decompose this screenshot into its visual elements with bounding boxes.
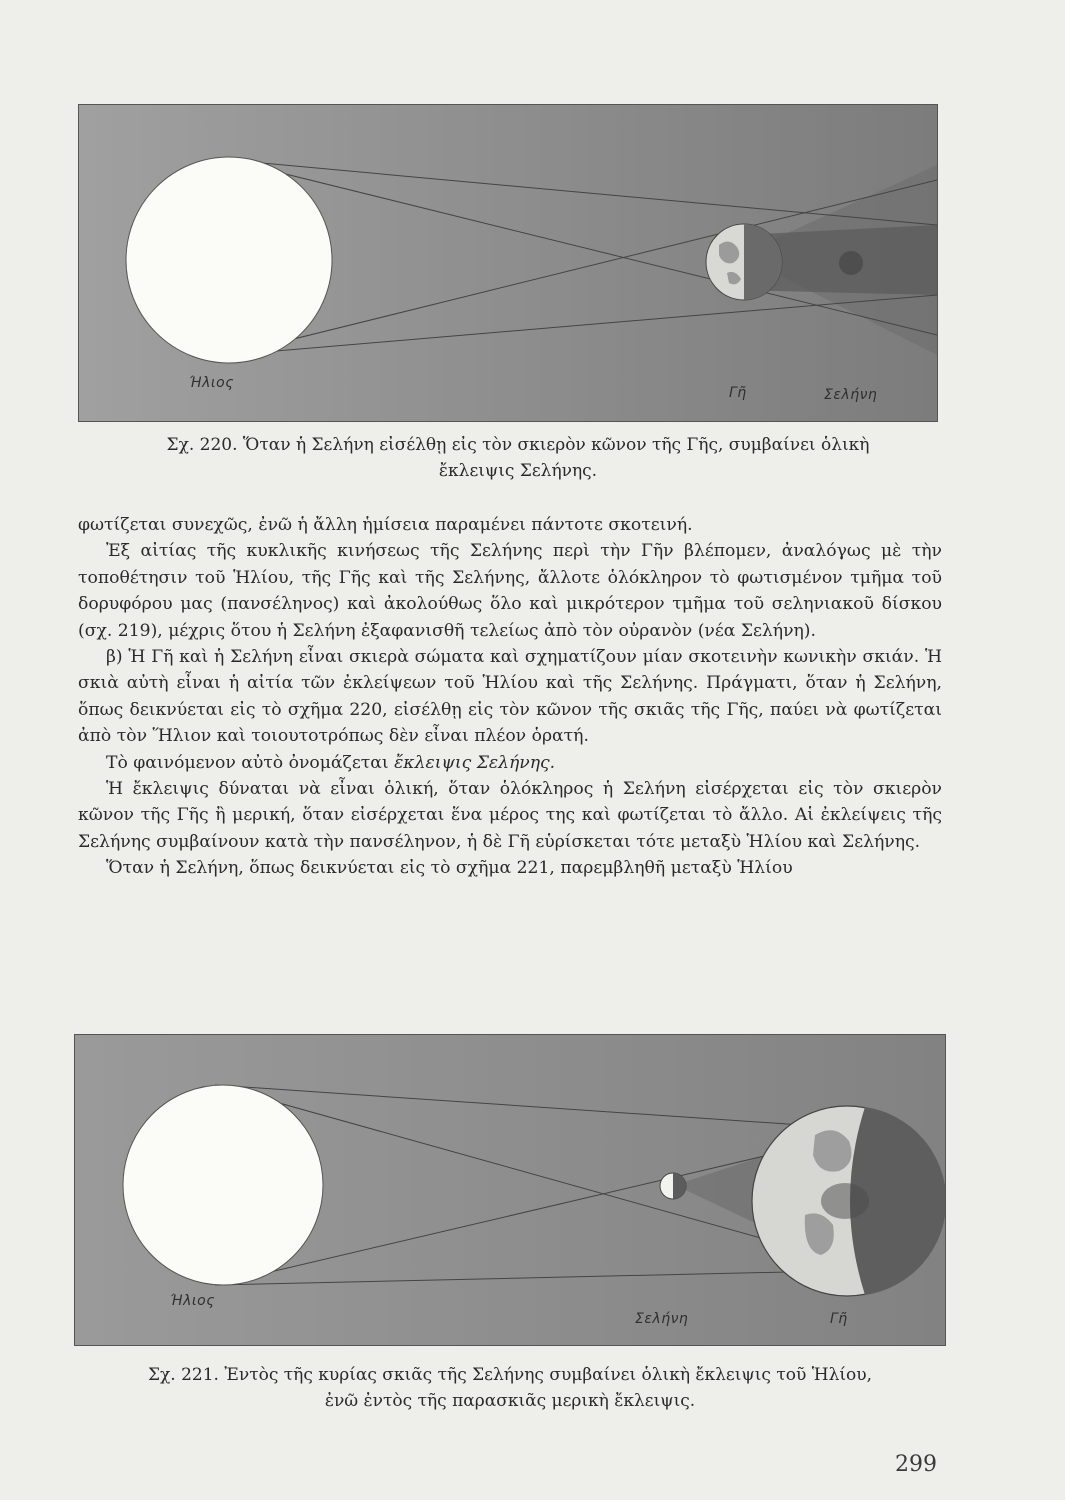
moon-label: Σελήνη (824, 387, 878, 403)
figure-221-caption (60, 1362, 960, 1414)
paragraph (78, 750, 942, 776)
earth-label: Γῆ (729, 385, 747, 401)
paragraph: Ἡ ἔκλειψις δύναται νὰ εἶναι ὁλική, ὅταν ὁλόκληρος ἡ Σελήνη εἰσέρχεται εἰς τὸν σκιερὸν κῶνον τῆς Γῆς ἢ μερική, ὅταν εἰσέρχεται ἕνα μέρος της καὶ φωτίζεται τὸ ἄλλο. Αἱ ἐκλείψεις τῆς Σελήνης συμβαίνουν κατὰ τὴν πανσέληνον, ἡ δὲ Γῆ εὑρίσκεται τότε μεταξὺ Ἡλίου καὶ Σελήνης. (78, 779, 942, 852)
paragraph: β) Ἡ Γῆ καὶ ἡ Σελήνη εἶναι σκιερὰ σώματα καὶ σχηματίζουν μίαν σκοτεινὴν κωνικὴν σκιάν. Ἡ σκιὰ αὐτὴ εἶναι ἡ αἰτία τῶν ἐκλείψεων τοῦ Ἡλίου καὶ τῆς Σελήνης. Πράγματι, ὅταν ἡ Σελήνη, ὅπως δεικνύεται εἰς τὸ σχῆμα 220, εἰσέλθῃ εἰς τὸν κῶνον τῆς σκιᾶς τῆς Γῆς, παύει νὰ φωτίζεται ἀπὸ τὸν Ἥλιον καὶ τοιουτοτρόπως δὲν εἶναι πλέον ὁρατή. (78, 647, 942, 747)
figure-220-lunar-eclipse (78, 104, 938, 422)
caption-line: ἔκλειψις Σελήνης. (438, 461, 598, 481)
sun-label: Ήλιος (170, 1293, 215, 1309)
paragraph-text: Τὸ φαινόμενον αὐτὸ ὀνομάζεται (106, 752, 389, 773)
figure-220-caption (78, 432, 958, 484)
paragraph: φωτίζεται συνεχῶς, ἐνῶ ἡ ἄλλη ἡμίσεια παραμένει πάντοτε σκοτεινή. (78, 515, 693, 535)
paragraph: Ὅταν ἡ Σελήνη, ὅπως δεικνύεται εἰς τὸ σχῆμα 221, παρεμβληθῆ μεταξὺ Ἡλίου (106, 858, 793, 879)
caption-line: ἐνῶ ἐντὸς τῆς παρασκιᾶς μερικὴ ἔκλειψις. (324, 1391, 696, 1411)
earth-label: Γῆ (830, 1311, 848, 1327)
moon-disc (839, 251, 863, 275)
page-number: 299 (895, 1452, 937, 1477)
sun-label: Ήλιος (189, 375, 234, 391)
moon-label: Σελήνη (635, 1311, 689, 1327)
sun-disc (123, 1085, 323, 1285)
paragraph: Ἐξ αἰτίας τῆς κυκλικῆς κινήσεως τῆς Σελήνης περὶ τὴν Γῆν βλέπομεν, ἀναλόγως μὲ τὴν τοποθέτησιν τοῦ Ἡλίου, τῆς Γῆς καὶ τῆς Σελήνης, ἄλλοτε ὁλόκληρον τὸ φωτισμένον τμῆμα τοῦ δορυφόρου μας (πανσέληνος) καὶ ἀκολούθως ὅλο καὶ μικρότερον τμῆμα τοῦ σεληνιακοῦ δίσκου (σχ. 219), μέχρις ὅτου ἡ Σελήνη ἐξαφανισθῆ τελείως ἀπὸ τὸν οὐρανὸν (νέα Σελήνη). (78, 541, 942, 641)
caption-line: Σχ. 221. Ἐντὸς τῆς κυρίας σκιᾶς τῆς Σελήνης συμβαίνει ὁλικὴ ἔκλειψις τοῦ Ἡλίου, (147, 1365, 872, 1385)
body-text (78, 512, 942, 882)
figure-221-solar-eclipse (74, 1034, 946, 1346)
caption-line: Σχ. 220. Ὅταν ἡ Σελήνη εἰσέλθῃ εἰς τὸν σκιερὸν κῶνον τῆς Γῆς, συμβαίνει ὁλικὴ (166, 435, 870, 455)
sun-disc (126, 157, 332, 363)
term-lunar-eclipse: ἔκλειψις Σελήνης. (394, 752, 556, 773)
